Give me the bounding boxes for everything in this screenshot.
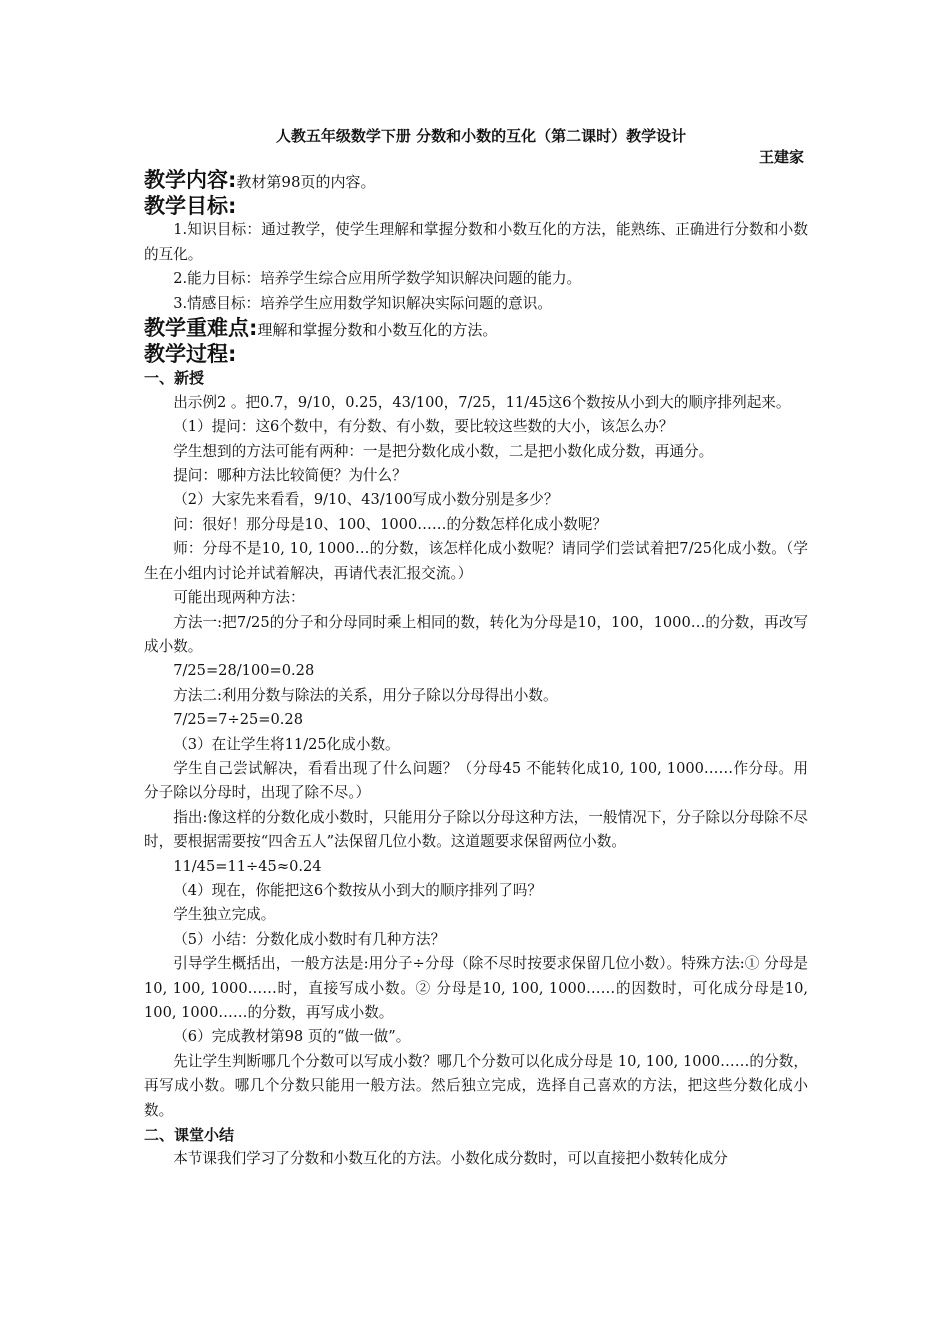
process-paragraph: 学生独立完成。 (173, 906, 276, 924)
process-paragraph: 提问：哪种方法比较简便？为什么？ (173, 467, 407, 485)
goals-heading: 教学目标: (144, 194, 237, 219)
content-text: 教材第98页的内容。 (236, 173, 376, 191)
goal-item: 2.能力目标：培养学生综合应用所学数学知识解决问题的能力。 (173, 270, 582, 288)
process-paragraph: （6）完成教材第98 页的“做一做”。 (173, 1028, 411, 1046)
process-paragraph: 问：很好！那分母是10、100、1000……的分数怎样化成小数呢？ (173, 515, 608, 533)
process-paragraph: 可能出现两种方法： (173, 589, 305, 607)
goal-item: 3.情感目标：培养学生应用数学知识解决实际问题的意识。 (173, 294, 552, 312)
process-paragraph: （5）小结：分数化成小数时有几种方法？ (173, 930, 446, 948)
content-heading: 教学内容: (144, 168, 237, 192)
content-section (144, 168, 808, 194)
equation-line: 11/45=11÷45≈0.24 (173, 857, 322, 875)
process-paragraph: 指出:像这样的分数化成小数时，只能用分子除以分母这种方法，一般情况下，分子除以分母除不尽时，要根据需要按“四舍五人”法保留几位小数。这道题要求保留两位小数。 (144, 808, 808, 851)
process-paragraph: 出示例2 。把0.7，9/10，0.25，43/100，7/25，11/45这6个数按从小到大的顺序排列起来。 (173, 393, 791, 411)
process-paragraph: （3）在让学生将11/25化成小数。 (173, 735, 400, 753)
summary-paragraph: 本节课我们学习了分数和小数互化的方法。小数化成分数时，可以直接把小数转化成分 (173, 1150, 728, 1168)
part1-heading: 一、新授 (144, 369, 205, 388)
process-paragraph: 学生自己尝试解决，看看出现了什么问题？（分母45 不能转化成10, 100, 1000……作分母。用分子除以分母时，出现了除不尽。） (144, 759, 808, 802)
equation-line: 7/25=7÷25=0.28 (173, 711, 303, 729)
part2-heading: 二、课堂小结 (144, 1126, 235, 1145)
equation-line: 7/25=28/100=0.28 (173, 662, 315, 680)
process-heading: 教学过程: (144, 342, 237, 367)
process-paragraph: （1）提问：这6个数中，有分数、有小数，要比较这些数的大小，该怎么办？ (173, 418, 674, 436)
process-paragraph: 引导学生概括出，一般方法是:用分子÷分母（除不尽时按要求保留几位小数）。特殊方法:① 分母是10, 100, 1000……时，直接写成小数。② 分母是10, 100, 1000……的因数时，可化成分母是10, 100, 1000……的分数，再写成小数。 (144, 955, 808, 1021)
keypoints-heading: 教学重难点: (144, 316, 258, 341)
document-body (144, 126, 808, 1172)
process-paragraph: （4）现在，你能把这6个数按从小到大的顺序排列了吗？ (173, 881, 543, 899)
goal-item: 1.知识目标：通过教学，使学生理解和掌握分数和小数互化的方法，能熟练、正确进行分数和小数的互化。 (144, 221, 808, 263)
process-paragraph: 学生想到的方法可能有两种：一是把分数化成小数，二是把小数化成分数，再通分。 (173, 442, 714, 460)
process-paragraph: 方法二:利用分数与除法的关系，用分子除以分母得出小数。 (173, 686, 558, 704)
keypoints-section (144, 316, 808, 342)
process-paragraph: 先让学生判断哪几个分数可以写成小数？哪几个分数可以化成分母是 10, 100, 1000……的分数，再写成小数。哪几个分数只能用一般方法。然后独立完成，选择自己喜欢的方法，把这些分数化成小数。 (144, 1052, 808, 1119)
keypoints-text: 理解和掌握分数和小数互化的方法。 (257, 321, 498, 340)
process-paragraph: （2）大家先来看看，9/10、43/100写成小数分别是多少？ (173, 491, 559, 509)
process-paragraph: 方法一:把7/25的分子和分母同时乘上相同的数，转化为分母是10，100，1000…的分数，再改写成小数。 (144, 613, 808, 655)
document-title: 人教五年级数学下册 分数和小数的互化（第二课时）教学设计 (275, 127, 687, 145)
process-paragraph: 师：分母不是10, 10, 1000…的分数，该怎样化成小数呢？请同学们尝试着把7/25化成小数。（学生在小组内讨论并试着解决，再请代表汇报交流。） (144, 540, 808, 582)
document-author: 王建家 (758, 148, 804, 166)
